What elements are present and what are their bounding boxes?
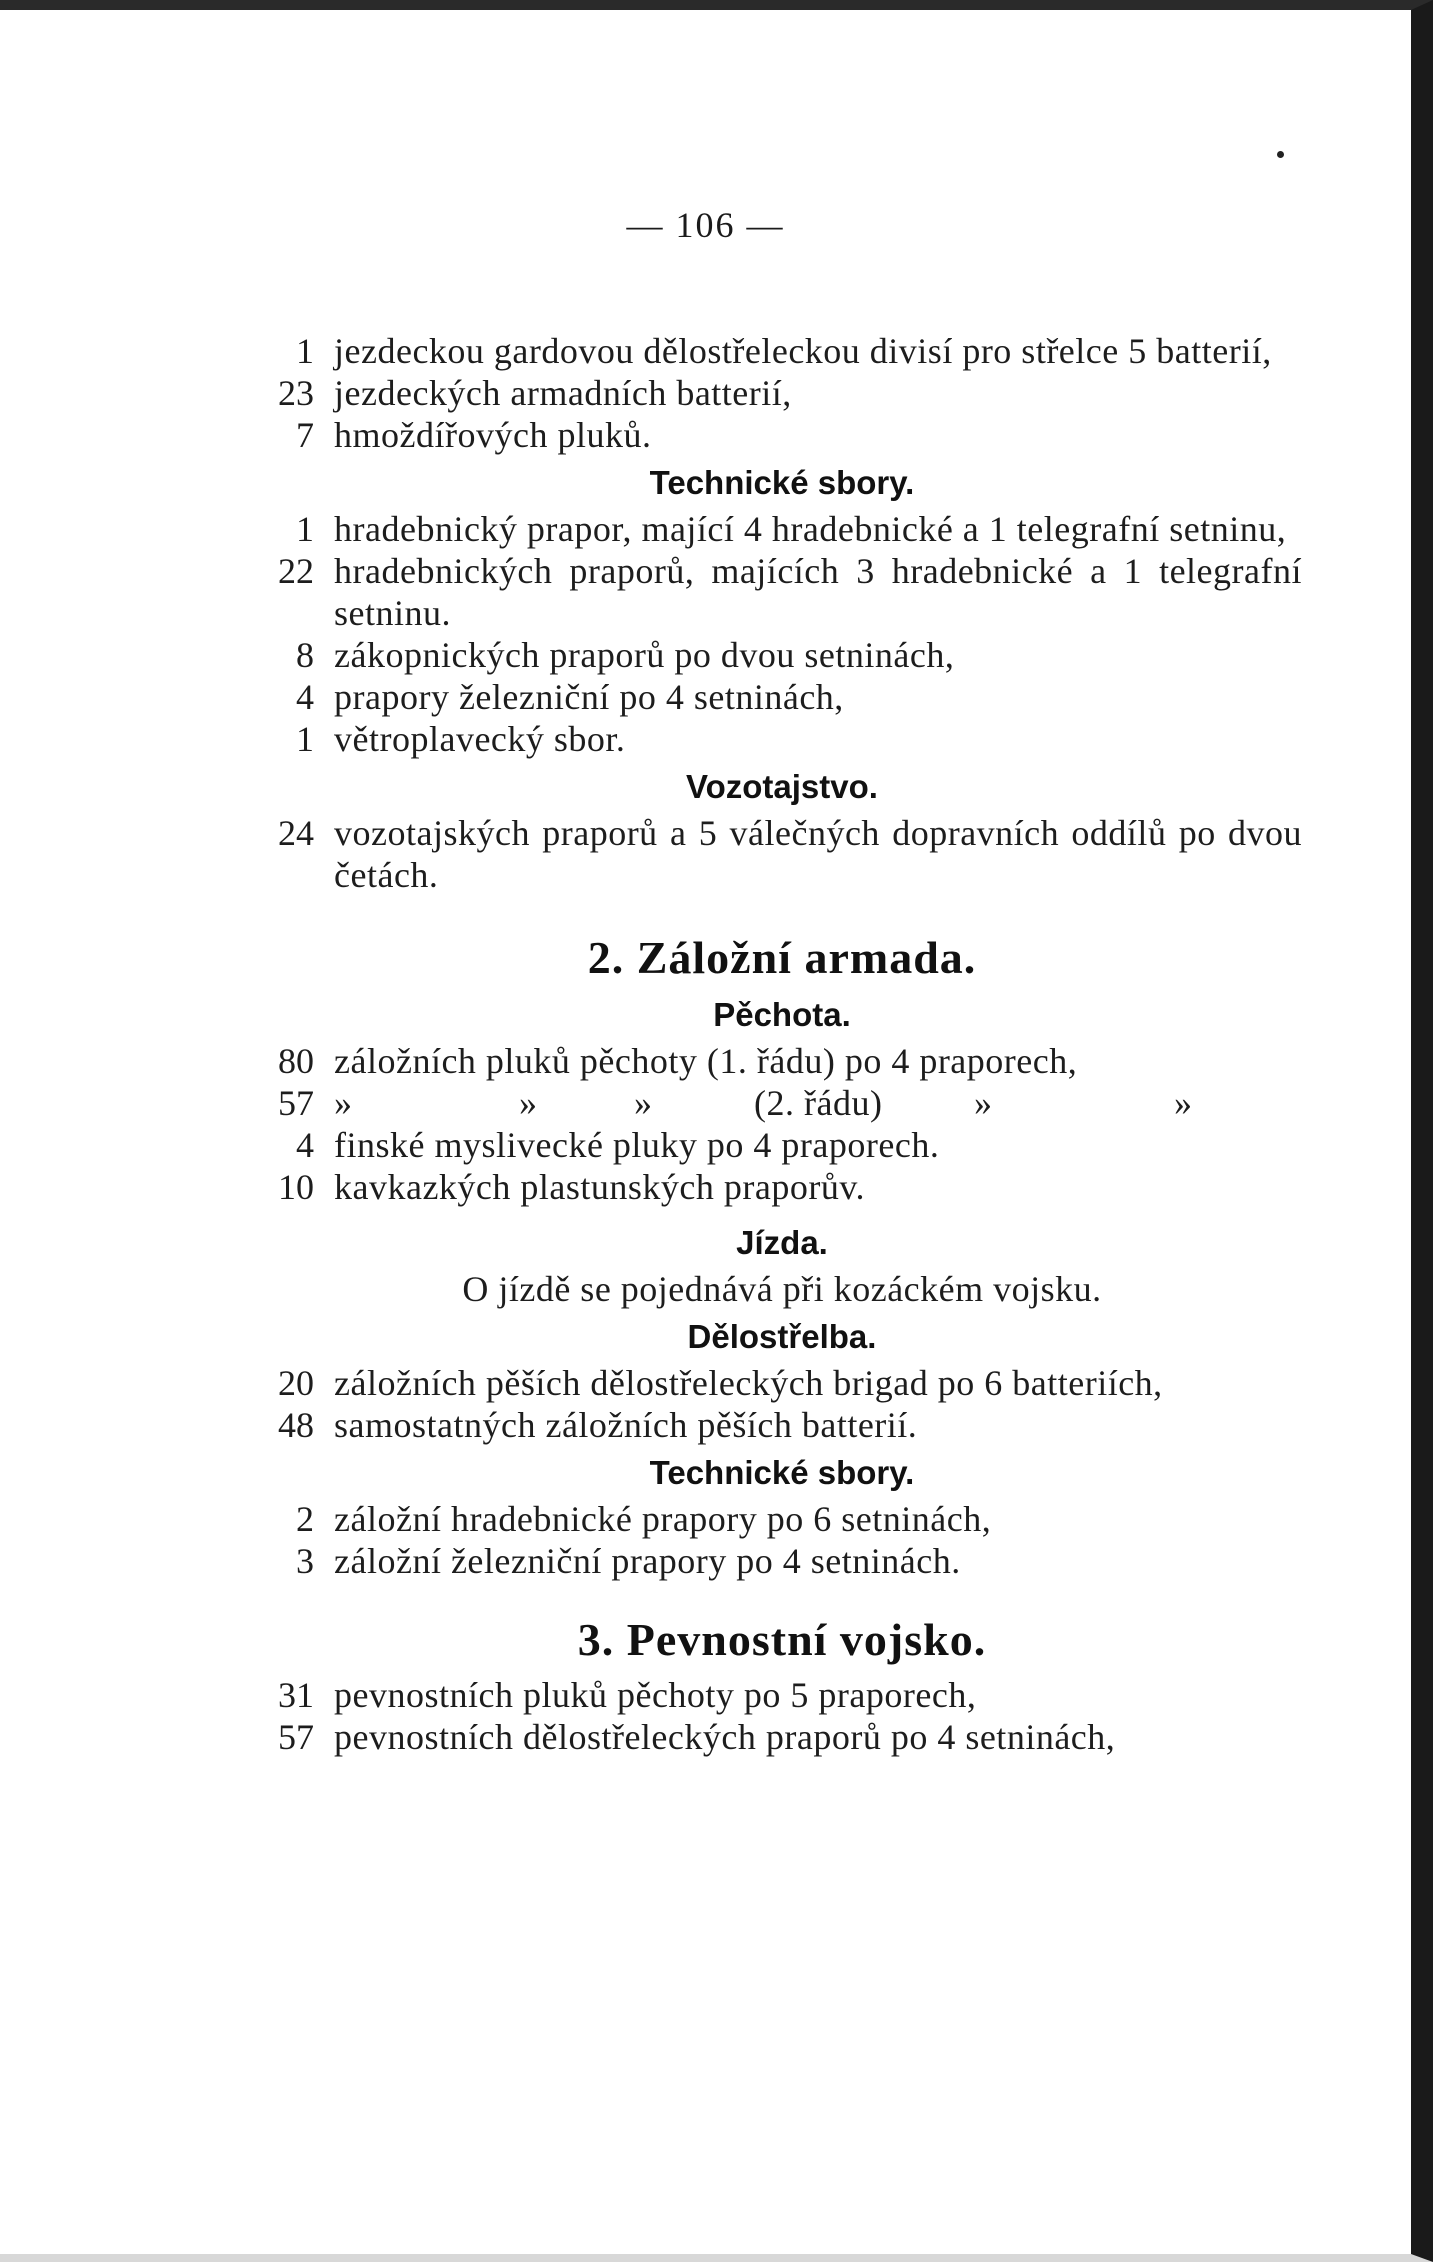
- item-text: [334, 1082, 1302, 1124]
- list-item: [262, 1498, 1302, 1540]
- subheading-cavalry: Jízda.: [736, 1224, 828, 1261]
- item-text: záložních pěších dělostřeleckých brigad po 6 batteriích,: [334, 1363, 1163, 1403]
- subheading-technical-corps-reserve: Technické sbory.: [649, 1454, 915, 1491]
- list-item: [262, 1362, 1302, 1404]
- subheading-artillery: Dělostřelba.: [687, 1318, 877, 1355]
- subheading-infantry: Pěchota.: [713, 996, 851, 1033]
- ditto-mark: »: [634, 1083, 653, 1123]
- list-item: [262, 330, 1302, 372]
- item-count: 10: [278, 1167, 314, 1207]
- item-count: 7: [296, 415, 314, 455]
- list-item: [262, 1166, 1302, 1208]
- page-content: [262, 330, 1302, 1758]
- item-count: 24: [278, 813, 314, 853]
- list-item: [262, 1404, 1302, 1446]
- item-text: hmoždířových pluků.: [334, 415, 652, 455]
- item-count: 48: [278, 1405, 314, 1445]
- item-count: 1: [296, 509, 314, 549]
- item-text: hradebnických praporů, majících 3 hradebnické a 1 telegrafní setninu.: [334, 551, 1302, 633]
- item-count: 31: [278, 1675, 314, 1715]
- list-item: [262, 414, 1302, 456]
- item-count: 1: [296, 331, 314, 371]
- section-heading-fortress-troops: 3. Pevnostní vojsko.: [577, 1614, 987, 1665]
- item-count: 4: [296, 1125, 314, 1165]
- list-item: [262, 1540, 1302, 1582]
- item-text: vozotajských praporů a 5 válečných dopravních oddílů po dvou četách.: [334, 813, 1302, 895]
- list-item: [262, 718, 1302, 760]
- item-count: 2: [296, 1499, 314, 1539]
- item-count: 3: [296, 1541, 314, 1581]
- page-number: — 106 —: [626, 205, 785, 245]
- section-heading-reserve-army: 2. Záložní armada.: [587, 932, 977, 983]
- ditto-mark: »: [1174, 1083, 1193, 1123]
- item-count: 57: [278, 1083, 314, 1123]
- list-item: [262, 550, 1302, 634]
- scan-speck: [1277, 151, 1284, 158]
- subheading-technical-corps: Technické sbory.: [649, 464, 915, 501]
- item-text: záložních pluků pěchoty (1. řádu) po 4 praporech,: [334, 1041, 1078, 1081]
- list-item: [262, 1040, 1302, 1082]
- list-item: [262, 1124, 1302, 1166]
- ditto-rank: (2. řádu): [754, 1083, 883, 1123]
- item-count: 8: [296, 635, 314, 675]
- item-text: kavkazkých plastunských praporův.: [334, 1167, 866, 1207]
- item-count: 22: [278, 551, 314, 591]
- item-text: hradebnický prapor, mající 4 hradebnické a 1 telegrafní setninu,: [334, 509, 1287, 549]
- list-item: [262, 812, 1302, 896]
- item-count: 20: [278, 1363, 314, 1403]
- item-count: 80: [278, 1041, 314, 1081]
- item-count: 4: [296, 677, 314, 717]
- list-item: [262, 634, 1302, 676]
- item-text: jezdeckých armadních batterií,: [334, 373, 792, 413]
- list-item: [262, 1716, 1302, 1758]
- list-item: [262, 676, 1302, 718]
- item-count: 1: [296, 719, 314, 759]
- item-text: zákopnických praporů po dvou setninách,: [334, 635, 955, 675]
- item-count: 23: [278, 373, 314, 413]
- item-text: záložní železniční prapory po 4 setninách.: [334, 1541, 961, 1581]
- item-text: záložní hradebnické prapory po 6 setninách,: [334, 1499, 992, 1539]
- list-item: [262, 372, 1302, 414]
- cavalry-note: O jízdě se pojednává při kozáckém vojsku.: [462, 1269, 1102, 1309]
- ditto-mark: »: [334, 1083, 353, 1123]
- item-text: samostatných záložních pěších batterií.: [334, 1405, 918, 1445]
- item-text: pevnostních dělostřeleckých praporů po 4 setninách,: [334, 1717, 1116, 1757]
- list-item: [262, 508, 1302, 550]
- list-item: [262, 1674, 1302, 1716]
- item-text: finské myslivecké pluky po 4 praporech.: [334, 1125, 940, 1165]
- item-count: 57: [278, 1717, 314, 1757]
- item-text: jezdeckou gardovou dělostřeleckou divisí pro střelce 5 batterií,: [334, 331, 1272, 371]
- ditto-mark: »: [974, 1083, 993, 1123]
- subheading-transport: Vozotajstvo.: [686, 768, 878, 805]
- item-text: větroplavecký sbor.: [334, 719, 626, 759]
- item-text: prapory železniční po 4 setninách,: [334, 677, 844, 717]
- list-item-ditto: [262, 1082, 1302, 1124]
- ditto-mark: »: [519, 1083, 538, 1123]
- item-text: pevnostních pluků pěchoty po 5 praporech,: [334, 1675, 977, 1715]
